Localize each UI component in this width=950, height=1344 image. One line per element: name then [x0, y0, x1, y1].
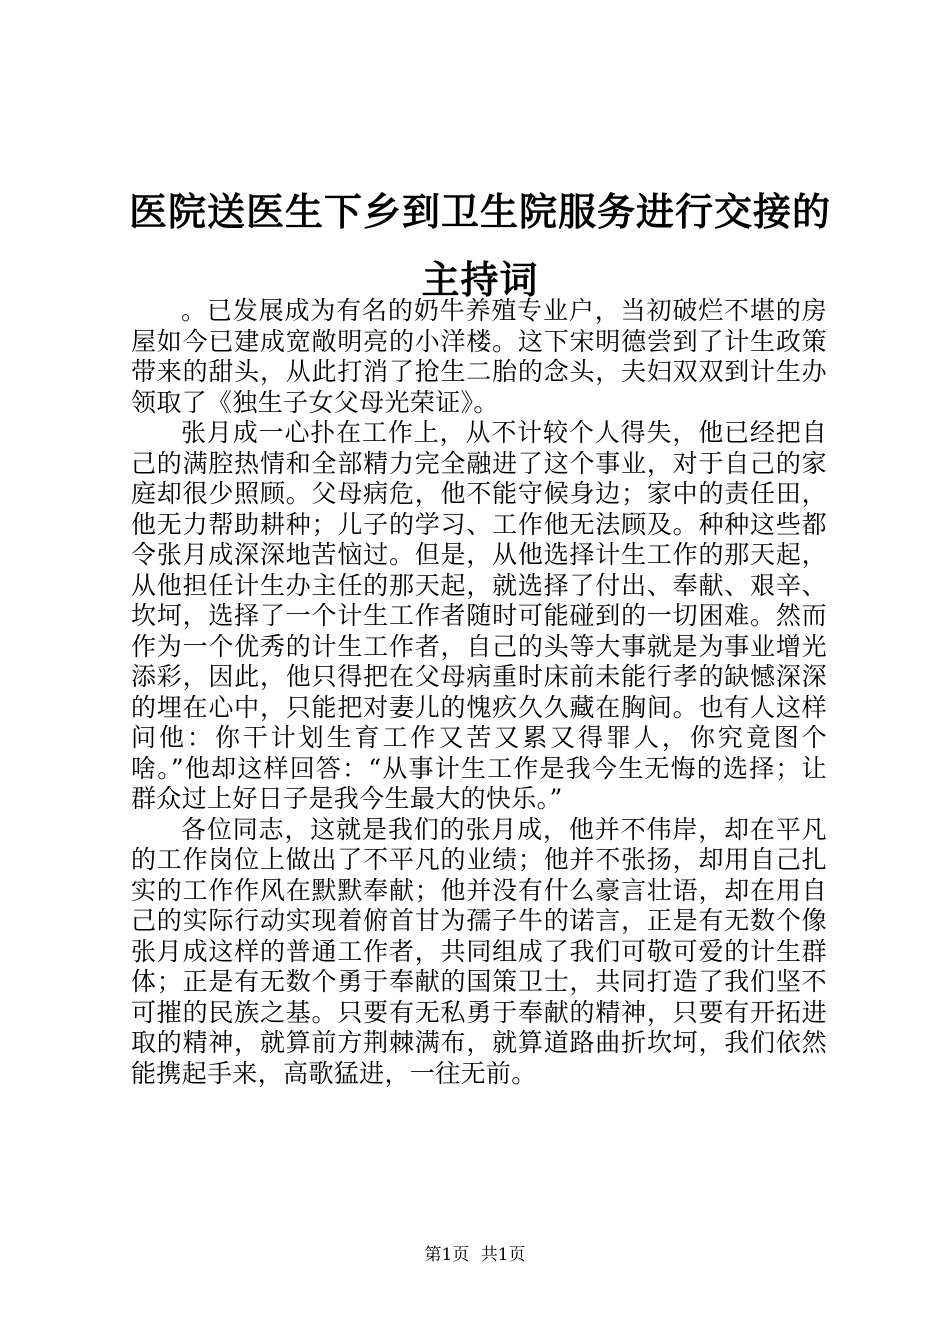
paragraph-2: 张月成一心扑在工作上，从不计较个人得失，他已经把自己的满腔热情和全部精力完全融进了这个事业，对于自己的家庭却很少照顾。父母病危，他不能守候身边；家中的责任田，他无力帮助耕种；儿子的学习、工作他无法顾及。种种这些都令张月成深深地苦恼过。但是，从他选择计生工作的那天起，从他担任计生办主任的那天起，就选择了付出、奉献、艰辛、坎坷，选择了一个计生工作者随时可能碰到的一切困难。然而作为一个优秀的计生工作者，自己的头等大事就是为事业增光添彩，因此，他只得把在父母病重时床前未能行孝的缺憾深深的埋在心中，只能把对妻儿的愧疚久久藏在胸间。也有人这样问他：你干计划生育工作又苦又累又得罪人，你究竟图个啥。”他却这样回答：“从事计生工作是我今生无悔的选择；让群众过上好日子是我今生最大的快乐。” [131, 418, 827, 813]
document-title: 医院送医生下乡到卫生院服务进行交接的主持词 [128, 189, 831, 302]
paragraph-3: 各位同志，这就是我们的张月成，他并不伟岸，却在平凡的工作岗位上做出了不平凡的业绩；他并不张扬，却用自己扎实的工作作风在默默奉献；他并没有什么豪言壮语，却在用自己的实际行动实现着俯首甘为孺子牛的诺言，正是有无数个像张月成这样的普通工作者，共同组成了我们可敬可爱的计生群体；正是有无数个勇于奉献的国策卫士，共同打造了我们坚不可摧的民族之基。只要有无私勇于奉献的精神，只要有开拓进取的精神，就算前方荆棘满布，就算道路曲折坎坷，我们依然能携起手来，高歌猛进，一往无前。 [131, 814, 827, 1088]
page-footer [0, 1244, 950, 1266]
page-number-current: 第1页 [424, 1245, 470, 1265]
page-number-total: 共1页 [480, 1245, 526, 1265]
document-body [131, 296, 827, 1089]
paragraph-1: 。已发展成为有名的奶牛养殖专业户，当初破烂不堪的房屋如今已建成宽敞明亮的小洋楼。这下宋明德尝到了计生政策带来的甜头，从此打消了抢生二胎的念头，夫妇双双到计生办领取了《独生子女父母光荣证》。 [131, 296, 827, 417]
